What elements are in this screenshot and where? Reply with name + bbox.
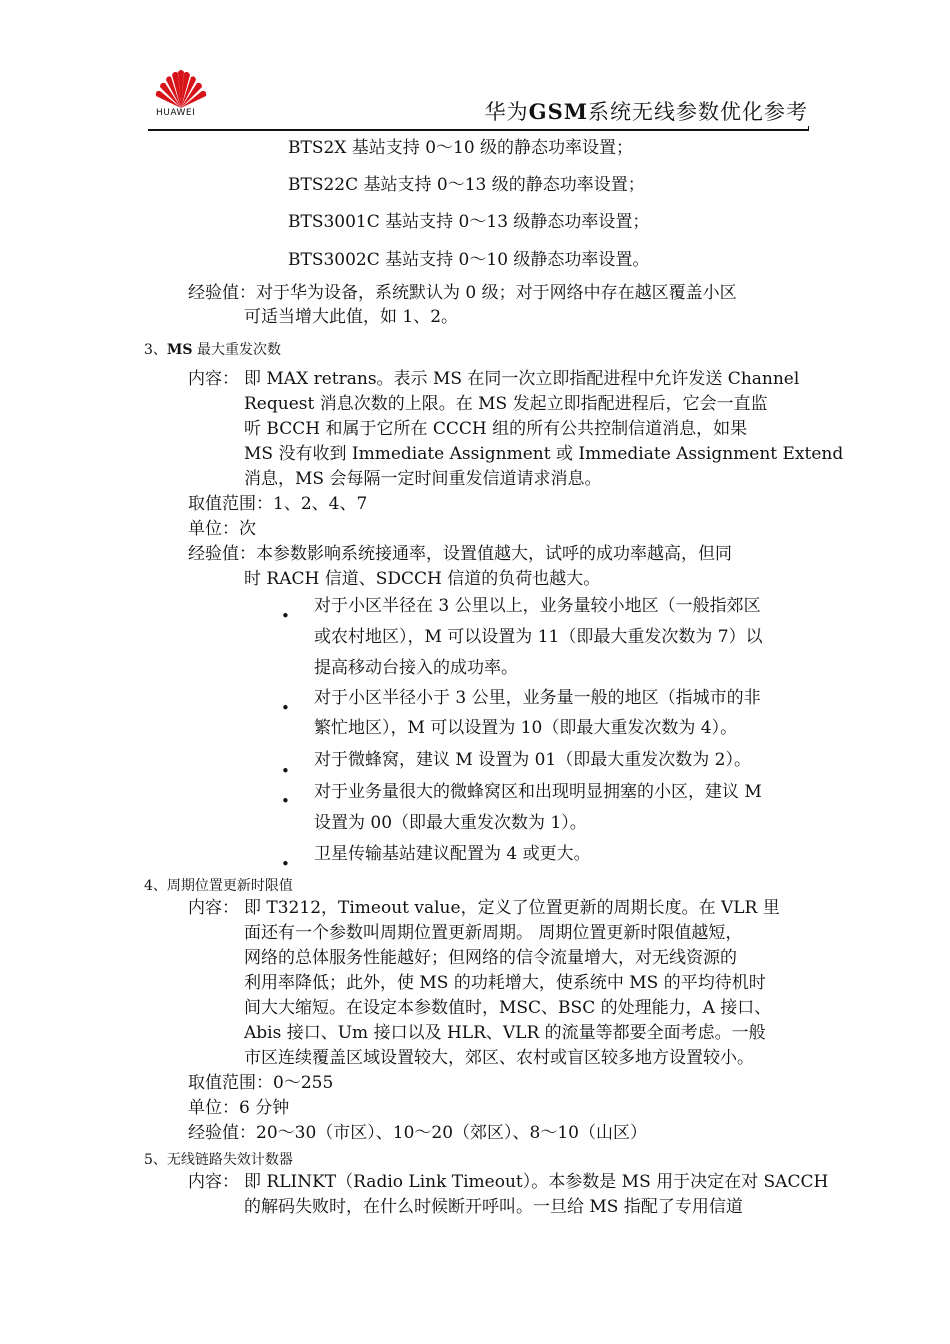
list-item: 对于业务量很大的微蜂窝区和出现明显拥塞的小区，建议 M: [314, 782, 762, 802]
range-line: 取值范围：1、2、4、7: [188, 494, 368, 514]
list-item: 卫星传输基站建议配置为 4 或更大。: [314, 844, 591, 864]
unit-line: 单位：次: [188, 519, 256, 539]
text-line: 网络的总体服务性能越好；但网络的信令流量增大，对无线资源的: [244, 948, 737, 968]
text-line: Abis 接口、Um 接口以及 HLR、VLR 的流量等都要全面考虑。一般: [244, 1023, 766, 1043]
list-item: 对于小区半径小于 3 公里，业务量一般的地区（指城市的非: [314, 688, 761, 708]
text-line: 即 MAX retrans。表示 MS 在同一次立即指配进程中允许发送 Channel: [244, 369, 800, 389]
header-rule-tick: [808, 126, 809, 131]
content-label: 内容：: [188, 369, 239, 389]
section-heading: 4、周期位置更新时限值: [144, 878, 293, 894]
text-line: 即 RLINKT（Radio Link Timeout）。本参数是 MS 用于决定在对 SACCH: [244, 1172, 829, 1192]
bullet-icon: •: [281, 607, 290, 625]
text-line: 听 BCCH 和属于它所在 CCCH 组的所有公共控制信道消息，如果: [244, 419, 748, 439]
text-line: 利用率降低；此外，使 MS 的功耗增大，使系统中 MS 的平均待机时: [244, 973, 766, 993]
text-line: 市区连续覆盖区域设置较大，郊区、农村或盲区较多地方设置较小。: [244, 1048, 754, 1068]
content-label: 内容：: [188, 898, 239, 918]
unit-line: 单位：6 分钟: [188, 1098, 290, 1118]
bullet-icon: •: [281, 855, 290, 873]
page-header-title: 华为GSM系统无线参数优化参考: [484, 99, 808, 124]
text-line: 经验值：本参数影响系统接通率，设置值越大，试呼的成功率越高，但同: [188, 544, 732, 564]
text-line: 即 T3212，Timeout value，定义了位置更新的周期长度。在 VLR 里: [244, 898, 780, 918]
text-line: BTS22C 基站支持 0～13 级的静态功率设置；: [288, 175, 645, 195]
bullet-icon: •: [281, 762, 290, 780]
text-line: MS 没有收到 Immediate Assignment 或 Immediate Assignment Extend: [244, 444, 844, 464]
list-item: 对于小区半径在 3 公里以上，业务量较小地区（一般指郊区: [314, 596, 761, 616]
bullet-icon: •: [281, 792, 290, 810]
section-heading: 5、无线链路失效计数器: [144, 1152, 293, 1168]
list-item: 繁忙地区），M 可以设置为 10（即最大重发次数为 4）。: [314, 718, 738, 738]
text-line: 消息，MS 会每隔一定时间重发信道请求消息。: [244, 469, 602, 489]
content-label: 内容：: [188, 1172, 239, 1192]
text-line: 面还有一个参数叫周期位置更新周期。 周期位置更新时限值越短，: [244, 923, 743, 943]
logo-text: HUAWEI: [156, 108, 196, 118]
range-line: 取值范围：0～255: [188, 1073, 334, 1093]
section-heading: 3、MS 最大重发次数: [144, 342, 281, 358]
list-item: 或农村地区），M 可以设置为 11（即最大重发次数为 7）以: [314, 627, 763, 647]
text-line: 可适当增大此值，如 1、2。: [244, 307, 459, 327]
text-line: BTS3001C 基站支持 0～13 级静态功率设置；: [288, 212, 650, 232]
text-line: 间大大缩短。在设定本参数值时，MSC、BSC 的处理能力，A 接口、: [244, 998, 772, 1018]
text-line: BTS3002C 基站支持 0～10 级静态功率设置。: [288, 250, 650, 270]
text-line: BTS2X 基站支持 0～10 级的静态功率设置；: [288, 138, 634, 158]
text-line: Request 消息次数的上限。在 MS 发起立即指配进程后，它会一直监: [244, 394, 768, 414]
text-line: 经验值：20～30（市区）、10～20（郊区）、8～10（山区）: [188, 1123, 647, 1143]
header-rule: [148, 129, 808, 131]
list-item: 设置为 00（即最大重发次数为 1）。: [314, 813, 587, 833]
list-item: 对于微蜂窝，建议 M 设置为 01（即最大重发次数为 2）。: [314, 750, 751, 770]
text-line: 的解码失败时，在什么时候断开呼叫。一旦给 MS 指配了专用信道: [244, 1197, 743, 1217]
bullet-icon: •: [281, 699, 290, 717]
list-item: 提高移动台接入的成功率。: [314, 658, 518, 678]
text-line: 经验值：对于华为设备，系统默认为 0 级；对于网络中存在越区覆盖小区: [188, 283, 737, 303]
text-line: 时 RACH 信道、SDCCH 信道的负荷也越大。: [244, 569, 601, 589]
